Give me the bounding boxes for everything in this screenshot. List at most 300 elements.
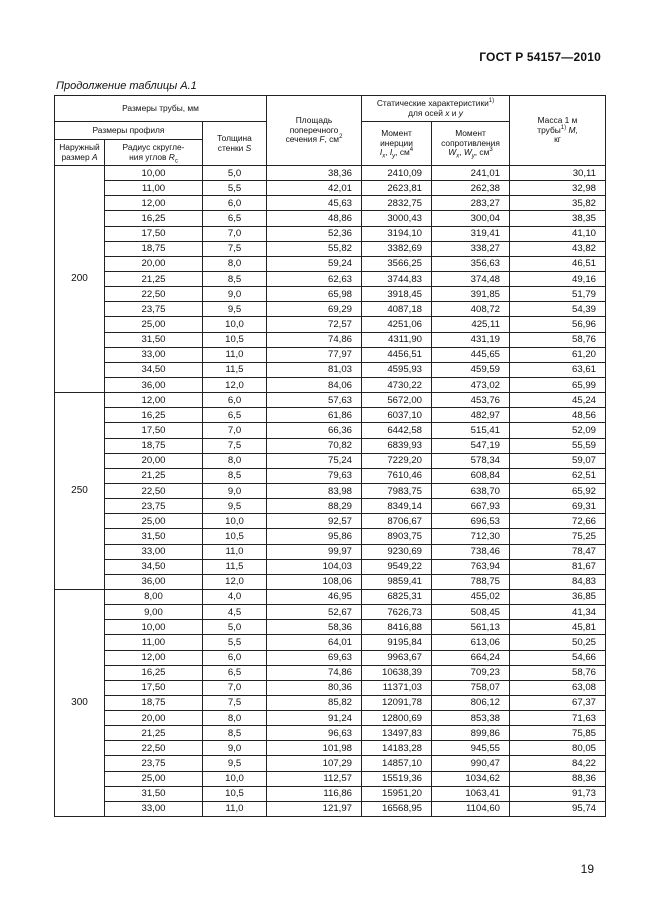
inertia-cell: 8349,14 [362,499,432,514]
inertia-cell: 3000,43 [362,211,432,226]
area-cell: 69,29 [267,302,362,317]
resistance-cell: 608,84 [432,468,510,483]
area-cell: 61,86 [267,408,362,423]
table-row [55,726,606,741]
wall-cell: 12,0 [203,377,267,392]
wall-cell: 11,5 [203,362,267,377]
area-cell: 99,97 [267,544,362,559]
radius-cell: 10,00 [105,620,203,635]
radius-cell: 8,00 [105,589,203,604]
table-row [55,771,606,786]
resistance-cell: 990,47 [432,756,510,771]
table-row [55,499,606,514]
outer-size-cell: 250 [55,393,105,590]
wall-cell: 9,5 [203,499,267,514]
area-cell: 77,97 [267,347,362,362]
table-row [55,665,606,680]
radius-cell: 21,25 [105,726,203,741]
area-cell: 101,98 [267,741,362,756]
header-wall: Толщина стенки S [203,122,267,166]
area-cell: 112,57 [267,771,362,786]
wall-cell: 5,0 [203,166,267,181]
resistance-cell: 945,55 [432,741,510,756]
wall-cell: 6,0 [203,196,267,211]
resistance-cell: 758,07 [432,680,510,695]
header-mass: Масса 1 м трубы$^{1)}$ M, кг [510,96,606,166]
inertia-cell: 15951,20 [362,786,432,801]
wall-cell: 9,5 [203,756,267,771]
resistance-cell: 283,27 [432,196,510,211]
wall-cell: 8,5 [203,726,267,741]
radius-cell: 23,75 [105,756,203,771]
table-row [55,635,606,650]
inertia-cell: 7610,46 [362,468,432,483]
inertia-cell: 2410,09 [362,166,432,181]
inertia-cell: 3918,45 [362,287,432,302]
wall-cell: 11,0 [203,544,267,559]
table-row [55,287,606,302]
inertia-cell: 2623,81 [362,181,432,196]
wall-cell: 8,5 [203,271,267,286]
inertia-cell: 9859,41 [362,574,432,589]
wall-cell: 10,5 [203,332,267,347]
wall-cell: 7,5 [203,241,267,256]
resistance-cell: 763,94 [432,559,510,574]
mass-cell: 84,22 [510,756,606,771]
radius-cell: 33,00 [105,347,203,362]
inertia-cell: 4311,90 [362,332,432,347]
mass-cell: 45,24 [510,393,606,408]
wall-cell: 12,0 [203,574,267,589]
inertia-cell: 6037,10 [362,408,432,423]
radius-cell: 12,00 [105,650,203,665]
header-inertia: Момент инерции $I_x$, $I_y$, $см^4$ [362,122,432,166]
area-cell: 48,86 [267,211,362,226]
wall-cell: 11,5 [203,559,267,574]
mass-cell: 59,07 [510,453,606,468]
header-area: Площадь поперечного сечения F, $см^2$ [267,96,362,166]
radius-cell: 36,00 [105,377,203,392]
inertia-cell: 9230,69 [362,544,432,559]
inertia-cell: 3744,83 [362,271,432,286]
area-cell: 70,82 [267,438,362,453]
inertia-cell: 3566,25 [362,256,432,271]
mass-cell: 88,36 [510,771,606,786]
radius-cell: 9,00 [105,605,203,620]
pipe-properties-table [54,95,606,817]
resistance-cell: 899,86 [432,726,510,741]
table-row [55,574,606,589]
resistance-cell: 241,01 [432,166,510,181]
inertia-cell: 7626,73 [362,605,432,620]
table-row [55,332,606,347]
inertia-cell: 9195,84 [362,635,432,650]
mass-cell: 58,76 [510,665,606,680]
inertia-cell: 6442,58 [362,423,432,438]
wall-cell: 7,0 [203,423,267,438]
area-cell: 69,63 [267,650,362,665]
resistance-cell: 1104,60 [432,801,510,816]
radius-cell: 20,00 [105,256,203,271]
wall-cell: 7,5 [203,438,267,453]
inertia-cell: 13497,83 [362,726,432,741]
mass-cell: 32,98 [510,181,606,196]
resistance-cell: 473,02 [432,377,510,392]
radius-cell: 16,25 [105,211,203,226]
mass-cell: 91,73 [510,786,606,801]
mass-cell: 56,96 [510,317,606,332]
table-row [55,393,606,408]
wall-cell: 6,0 [203,393,267,408]
mass-cell: 58,76 [510,332,606,347]
radius-cell: 31,50 [105,529,203,544]
inertia-cell: 6839,93 [362,438,432,453]
mass-cell: 52,09 [510,423,606,438]
resistance-cell: 696,53 [432,514,510,529]
area-cell: 121,97 [267,801,362,816]
area-cell: 75,24 [267,453,362,468]
table-row [55,166,606,181]
area-cell: 84,06 [267,377,362,392]
resistance-cell: 459,59 [432,362,510,377]
wall-cell: 8,5 [203,468,267,483]
mass-cell: 41,10 [510,226,606,241]
area-cell: 91,24 [267,711,362,726]
inertia-cell: 16568,95 [362,801,432,816]
inertia-cell: 2832,75 [362,196,432,211]
radius-cell: 21,25 [105,468,203,483]
resistance-cell: 453,76 [432,393,510,408]
wall-cell: 6,5 [203,665,267,680]
table-row [55,438,606,453]
area-cell: 59,24 [267,256,362,271]
radius-cell: 20,00 [105,711,203,726]
area-cell: 88,29 [267,499,362,514]
wall-cell: 10,0 [203,317,267,332]
table-row [55,347,606,362]
mass-cell: 50,25 [510,635,606,650]
radius-cell: 17,50 [105,226,203,241]
mass-cell: 54,66 [510,650,606,665]
wall-cell: 9,0 [203,483,267,498]
radius-cell: 31,50 [105,786,203,801]
table-row [55,377,606,392]
radius-cell: 23,75 [105,499,203,514]
table-row [55,362,606,377]
radius-cell: 18,75 [105,438,203,453]
area-cell: 52,36 [267,226,362,241]
radius-cell: 11,00 [105,635,203,650]
area-cell: 58,36 [267,620,362,635]
resistance-cell: 853,38 [432,711,510,726]
mass-cell: 55,59 [510,438,606,453]
wall-cell: 9,0 [203,741,267,756]
area-cell: 107,29 [267,756,362,771]
resistance-cell: 806,12 [432,695,510,710]
resistance-cell: 1063,41 [432,786,510,801]
radius-cell: 18,75 [105,695,203,710]
area-cell: 74,86 [267,332,362,347]
inertia-cell: 9963,67 [362,650,432,665]
table-row [55,196,606,211]
resistance-cell: 300,04 [432,211,510,226]
mass-cell: 62,51 [510,468,606,483]
header-static: Статические характеристики$^{1)}$ для осей x и y [362,96,510,122]
page-number: 19 [580,862,594,876]
mass-cell: 65,92 [510,483,606,498]
wall-cell: 8,0 [203,711,267,726]
wall-cell: 8,0 [203,256,267,271]
inertia-cell: 4087,18 [362,302,432,317]
inertia-cell: 5672,00 [362,393,432,408]
radius-cell: 18,75 [105,241,203,256]
inertia-cell: 7983,75 [362,483,432,498]
inertia-cell: 14857,10 [362,756,432,771]
table-row [55,514,606,529]
radius-cell: 33,00 [105,544,203,559]
resistance-cell: 1034,62 [432,771,510,786]
area-cell: 72,57 [267,317,362,332]
area-cell: 46,95 [267,589,362,604]
table-row [55,226,606,241]
mass-cell: 51,79 [510,287,606,302]
standard-designation: ГОСТ Р 54157—2010 [479,50,601,64]
resistance-cell: 319,41 [432,226,510,241]
wall-cell: 9,0 [203,287,267,302]
resistance-cell: 431,19 [432,332,510,347]
resistance-cell: 613,06 [432,635,510,650]
outer-size-cell: 200 [55,166,105,393]
resistance-cell: 738,46 [432,544,510,559]
area-cell: 116,86 [267,786,362,801]
resistance-cell: 515,41 [432,423,510,438]
inertia-cell: 8706,67 [362,514,432,529]
area-cell: 62,63 [267,271,362,286]
table-row [55,695,606,710]
mass-cell: 48,56 [510,408,606,423]
inertia-cell: 4251,06 [362,317,432,332]
header-radius: Радиус скругле- ния углов $R_c$ [105,140,203,166]
inertia-cell: 11371,03 [362,680,432,695]
area-cell: 95,86 [267,529,362,544]
wall-cell: 10,0 [203,771,267,786]
wall-cell: 10,5 [203,786,267,801]
area-cell: 79,63 [267,468,362,483]
mass-cell: 63,08 [510,680,606,695]
mass-cell: 95,74 [510,801,606,816]
wall-cell: 5,0 [203,620,267,635]
mass-cell: 38,35 [510,211,606,226]
radius-cell: 23,75 [105,302,203,317]
table-row [55,271,606,286]
area-cell: 42,01 [267,181,362,196]
wall-cell: 8,0 [203,453,267,468]
table-row [55,317,606,332]
table-row [55,559,606,574]
table-row [55,589,606,604]
table-row [55,423,606,438]
table-row [55,711,606,726]
radius-cell: 22,50 [105,741,203,756]
resistance-cell: 356,63 [432,256,510,271]
mass-cell: 43,82 [510,241,606,256]
radius-cell: 12,00 [105,393,203,408]
mass-cell: 67,37 [510,695,606,710]
radius-cell: 22,50 [105,483,203,498]
resistance-cell: 262,38 [432,181,510,196]
wall-cell: 11,0 [203,347,267,362]
radius-cell: 21,25 [105,271,203,286]
area-cell: 92,57 [267,514,362,529]
wall-cell: 6,5 [203,211,267,226]
inertia-cell: 8416,88 [362,620,432,635]
resistance-cell: 561,13 [432,620,510,635]
mass-cell: 84,83 [510,574,606,589]
radius-cell: 17,50 [105,680,203,695]
area-cell: 96,63 [267,726,362,741]
resistance-cell: 425,11 [432,317,510,332]
table-row [55,741,606,756]
radius-cell: 34,50 [105,362,203,377]
table-row [55,786,606,801]
resistance-cell: 712,30 [432,529,510,544]
radius-cell: 10,00 [105,166,203,181]
area-cell: 80,36 [267,680,362,695]
wall-cell: 5,5 [203,181,267,196]
radius-cell: 33,00 [105,801,203,816]
area-cell: 55,82 [267,241,362,256]
table-row [55,605,606,620]
table-row [55,620,606,635]
wall-cell: 5,5 [203,635,267,650]
mass-cell: 75,25 [510,529,606,544]
table-row [55,544,606,559]
inertia-cell: 10638,39 [362,665,432,680]
area-cell: 66,36 [267,423,362,438]
table-row [55,680,606,695]
resistance-cell: 408,72 [432,302,510,317]
mass-cell: 81,67 [510,559,606,574]
mass-cell: 71,63 [510,711,606,726]
inertia-cell: 12091,78 [362,695,432,710]
radius-cell: 31,50 [105,332,203,347]
resistance-cell: 547,19 [432,438,510,453]
mass-cell: 45,81 [510,620,606,635]
mass-cell: 61,20 [510,347,606,362]
resistance-cell: 391,85 [432,287,510,302]
table-caption: Продолжение таблицы А.1 [56,80,197,92]
mass-cell: 72,66 [510,514,606,529]
header-pipe-sizes-text: Размеры трубы, мм [122,102,199,113]
resistance-cell: 374,48 [432,271,510,286]
inertia-cell: 3194,10 [362,226,432,241]
radius-cell: 25,00 [105,771,203,786]
outer-size-cell: 300 [55,589,105,816]
mass-cell: 36,85 [510,589,606,604]
wall-cell: 7,0 [203,226,267,241]
radius-cell: 12,00 [105,196,203,211]
area-cell: 64,01 [267,635,362,650]
mass-cell: 65,99 [510,377,606,392]
header-pipe-sizes [55,96,267,122]
radius-cell: 22,50 [105,287,203,302]
inertia-cell: 4595,93 [362,362,432,377]
mass-cell: 49,16 [510,271,606,286]
area-cell: 104,03 [267,559,362,574]
mass-cell: 78,47 [510,544,606,559]
inertia-cell: 9549,22 [362,559,432,574]
table-row [55,529,606,544]
area-cell: 52,67 [267,605,362,620]
wall-cell: 6,0 [203,650,267,665]
inertia-cell: 15519,36 [362,771,432,786]
header-resistance: Момент сопротивления $W_x$, $W_y$, $см^3$ [432,122,510,166]
table-row [55,181,606,196]
mass-cell: 35,82 [510,196,606,211]
resistance-cell: 482,97 [432,408,510,423]
resistance-cell: 638,70 [432,483,510,498]
resistance-cell: 578,34 [432,453,510,468]
table-body [55,166,606,817]
mass-cell: 63,61 [510,362,606,377]
wall-cell: 4,5 [203,605,267,620]
wall-cell: 6,5 [203,408,267,423]
radius-cell: 25,00 [105,317,203,332]
wall-cell: 9,5 [203,302,267,317]
radius-cell: 20,00 [105,453,203,468]
mass-cell: 80,05 [510,741,606,756]
area-cell: 57,63 [267,393,362,408]
table-row [55,302,606,317]
inertia-cell: 7229,20 [362,453,432,468]
radius-cell: 16,25 [105,408,203,423]
mass-cell: 54,39 [510,302,606,317]
inertia-cell: 8903,75 [362,529,432,544]
table-row [55,756,606,771]
area-cell: 108,06 [267,574,362,589]
area-cell: 74,86 [267,665,362,680]
radius-cell: 16,25 [105,665,203,680]
wall-cell: 7,0 [203,680,267,695]
wall-cell: 7,5 [203,695,267,710]
inertia-cell: 3382,69 [362,241,432,256]
table-row [55,211,606,226]
resistance-cell: 338,27 [432,241,510,256]
inertia-cell: 12800,69 [362,711,432,726]
table-row [55,650,606,665]
inertia-cell: 4456,51 [362,347,432,362]
table-row [55,468,606,483]
table-row [55,453,606,468]
radius-cell: 11,00 [105,181,203,196]
table-row [55,241,606,256]
table-row [55,256,606,271]
resistance-cell: 709,23 [432,665,510,680]
area-cell: 81,03 [267,362,362,377]
wall-cell: 4,0 [203,589,267,604]
inertia-cell: 6825,31 [362,589,432,604]
radius-cell: 34,50 [105,559,203,574]
radius-cell: 36,00 [105,574,203,589]
table-row [55,483,606,498]
resistance-cell: 508,45 [432,605,510,620]
resistance-cell: 667,93 [432,499,510,514]
mass-cell: 69,31 [510,499,606,514]
resistance-cell: 455,02 [432,589,510,604]
table-row [55,408,606,423]
header-outer-size: Наружный размер A [55,140,105,166]
area-cell: 85,82 [267,695,362,710]
